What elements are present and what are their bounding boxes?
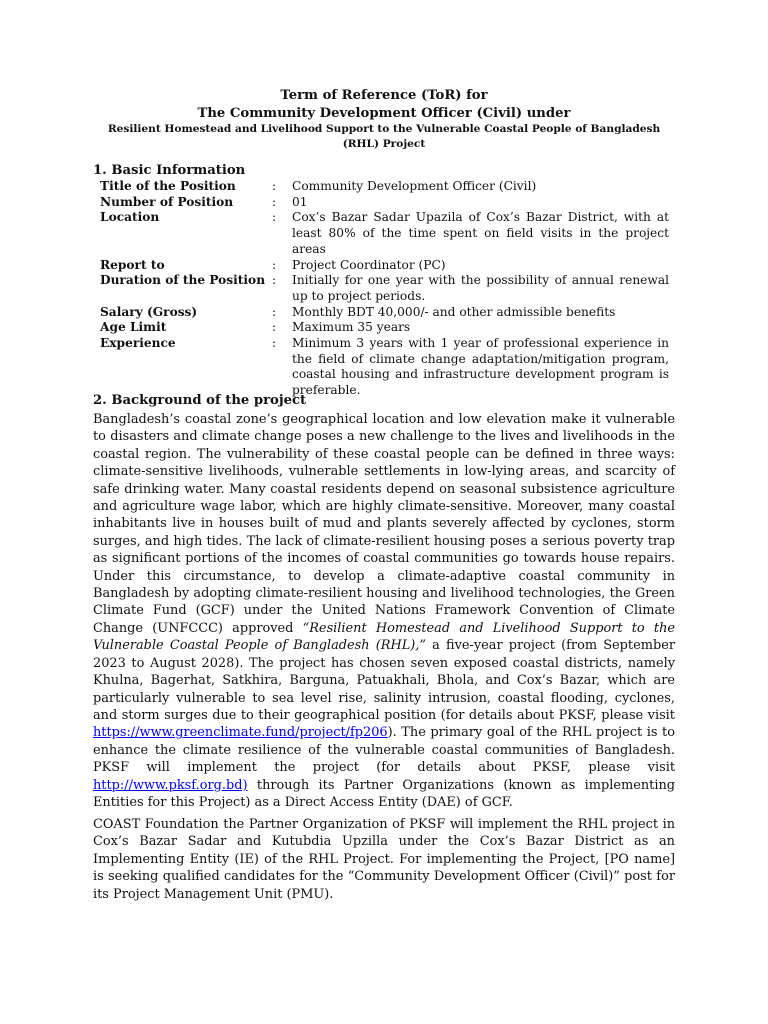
greenclimate-link[interactable]: https://www.greenclimate.fund/project/fp206 [93, 725, 388, 741]
info-label: Number of Position [100, 194, 234, 209]
info-value: Initially for one year with the possibility of annual renewal up to project periods. [292, 273, 669, 303]
implementation-paragraph: COAST Foundation the Partner Organization of PKSF will implement the RHL project in Cox’s Bazar Sadar and Kutubdia Upzilla under the Cox’s Bazar District as an Implementing Entity (IE) of the RHL Project. For implementing the Project, [PO name] is seeking qualified candidates for the “Community Development Officer (Civil)” post for its Project Management Unit (PMU). [93, 817, 675, 902]
info-label: Age Limit [100, 320, 167, 335]
info-value: Maximum 35 years [292, 320, 411, 335]
info-colon: : [272, 257, 277, 272]
info-colon: : [272, 179, 277, 193]
info-label: Report to [100, 257, 165, 272]
info-row [97, 305, 669, 321]
info-label: Title of the Position [100, 179, 236, 193]
info-label: Location [100, 210, 160, 225]
info-row [97, 336, 669, 399]
info-label: Experience [100, 336, 176, 351]
project-title-italic: “Resilient Homestead and Livelihood Support to the Vulnerable Coastal People of Bangladesh (RHL),” [93, 620, 675, 654]
section-heading-basic-info: 1. Basic Information [93, 163, 246, 178]
info-row [97, 210, 669, 257]
info-row [97, 258, 669, 274]
pksf-link[interactable]: http://www.pksf.org.bd) [93, 777, 248, 793]
section-heading-background: 2. Background of the project [93, 393, 307, 408]
paragraph-text: Bangladesh’s coastal zone’s geographical location and low elevation make it vulnerable to disasters and climate change poses a new challenge to the lives and livelihoods in the coastal region. The vulnerability of these coastal people can be defined in three ways: climate-sensitive livelihoods, vulnerable settlements in low-lying areas, and scarcity of safe drinking water. Many coastal residents depend on seasonal subsistence agriculture and agriculture wage labor, which are highly climate-sensitive. Moreover, many coastal inhabitants live in houses built of mud and plants severely affected by cyclones, storm surges, and high tides. The lack of climate-resilient housing poses a serious poverty trap as significant portions of the incomes of coastal communities go towards house repairs. Under this circumstance, to develop a climate-adaptive coastal community in Bangladesh by adopting climate-resilient housing and livelihood technologies, the Green Climate Fund (GCF) under the United Nations Framework Convention of Climate Change (UNFCCC) approved [93, 412, 675, 636]
title-line-3: Resilient Homestead and Livelihood Support to the Vulnerable Coastal People of Bangladesh [107, 123, 661, 135]
info-colon: : [272, 210, 277, 225]
title-line-4: (RHL) Project [342, 138, 426, 150]
background-paragraph [93, 411, 675, 811]
info-row [97, 195, 669, 211]
title-line-1: Term of Reference (ToR) for [280, 88, 488, 103]
info-row [97, 179, 669, 195]
title-line-2: The Community Development Officer (Civil) under [197, 106, 571, 121]
info-value: 01 [292, 194, 308, 209]
info-label: Duration of the Position [100, 273, 266, 288]
info-row [97, 273, 669, 304]
paragraph-text: a five-year project (from September 2023 to August 2028). The project has chosen seven exposed coastal districts, namely Khulna, Bagerhat, Satkhira, Barguna, Patuakhali, Bhola, and Cox’s Bazar, which are particularly vulnerable to sea level rise, salinity intrusion, coastal flooding, cyclones, and storm surges due to their geographical position (for details about PKSF, please visit [93, 638, 676, 723]
info-value: Project Coordinator (PC) [292, 257, 446, 272]
info-colon: : [272, 273, 277, 288]
info-colon: : [272, 304, 277, 319]
info-value: Monthly BDT 40,000/- and other admissible benefits [292, 304, 616, 319]
info-colon: : [272, 194, 277, 209]
paragraph-text: through its Partner Organizations (known as implementing Entities for this Project) as a Direct Access Entity (DAE) of GCF. [93, 777, 675, 810]
info-colon: : [272, 320, 277, 335]
info-value: Community Development Officer (Civil) [292, 179, 537, 193]
info-value: Minimum 3 years with 1 year of professional experience in the field of climate change adaptation/mitigation program, coastal housing and infrastructure development program is preferable. [292, 336, 669, 398]
paragraph-text: ). The primary goal of the RHL project is to enhance the climate resilience of the vulnerable coastal communities of Bangladesh. PKSF will implement the project (for details about PKSF, please visit [93, 725, 675, 776]
info-row [97, 320, 669, 336]
info-colon: : [272, 336, 277, 351]
basic-info-table [97, 179, 669, 399]
info-value: Cox’s Bazar Sadar Upazila of Cox’s Bazar District, with at least 80% of the time spent on field visits in the project areas [292, 210, 669, 256]
info-label: Salary (Gross) [100, 304, 198, 319]
